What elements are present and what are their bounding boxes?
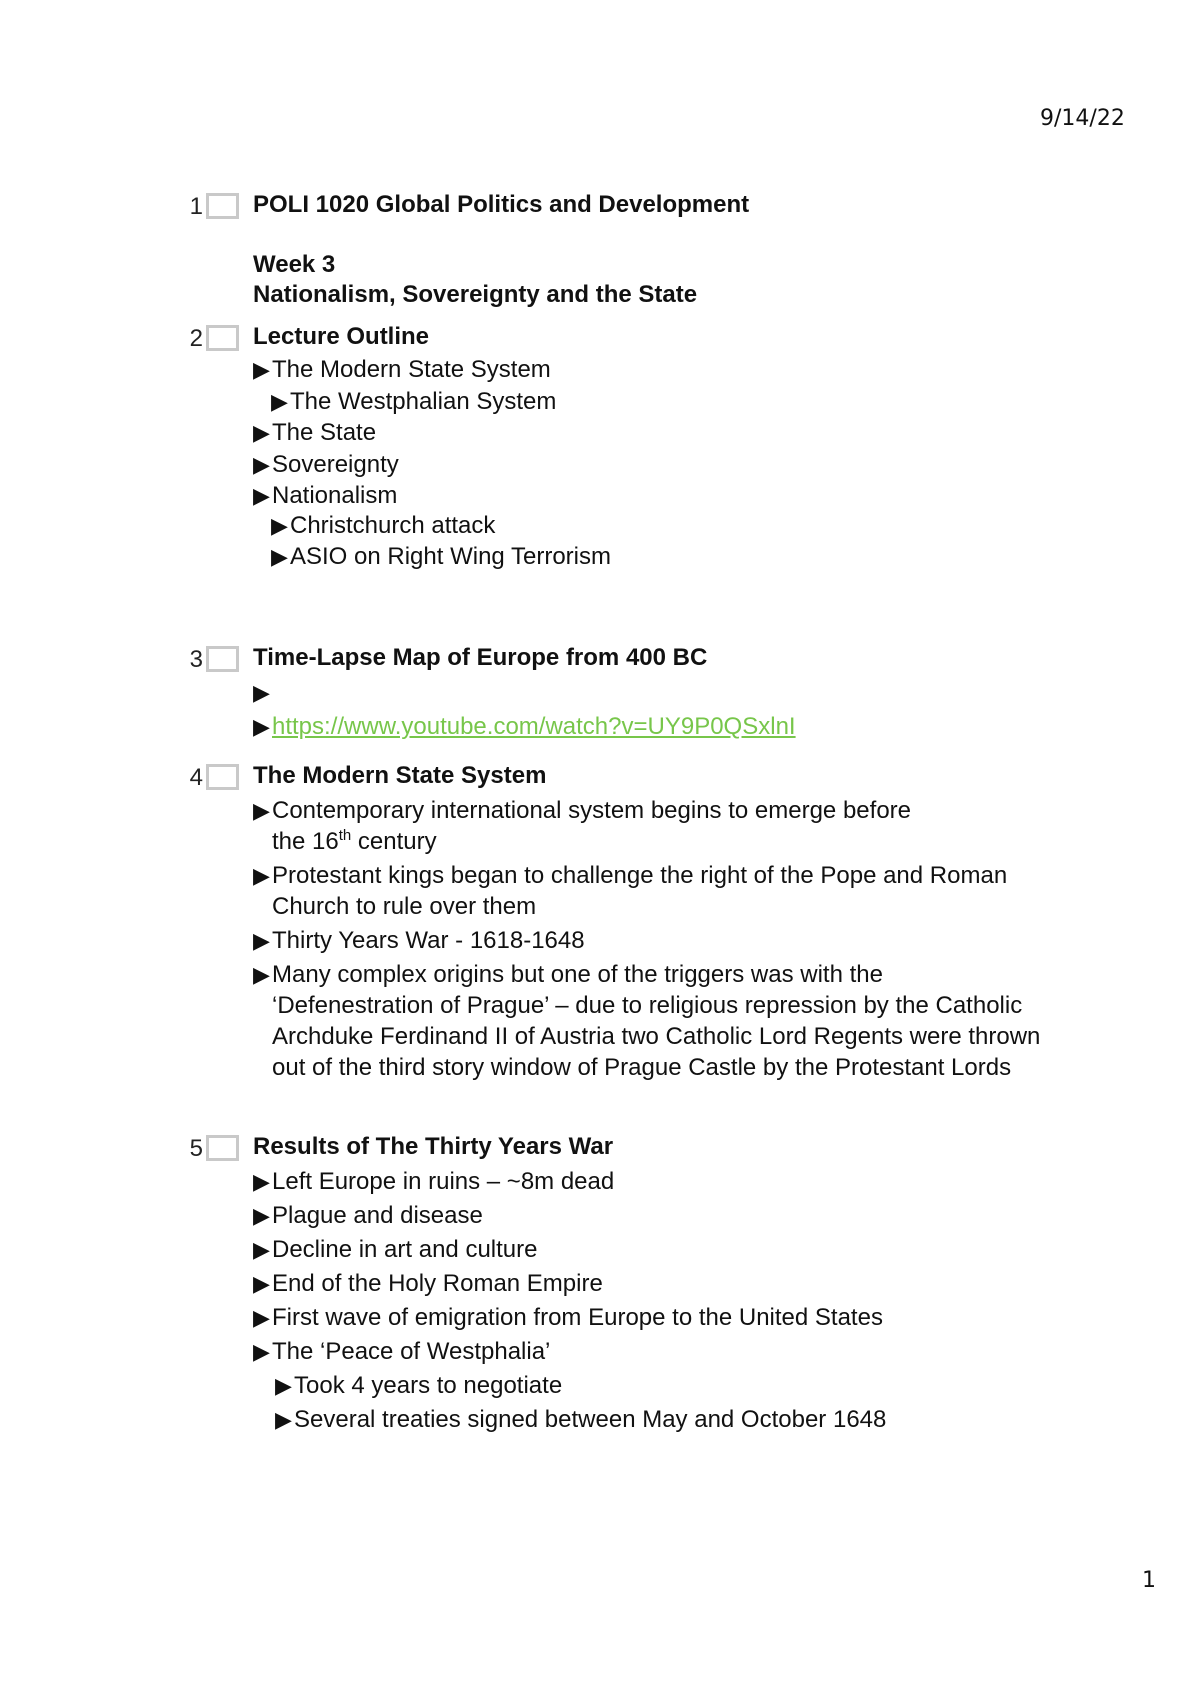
bullet: ▶ End of the Holy Roman Empire (253, 1270, 603, 1297)
slide-content (253, 190, 1053, 310)
bullet: ▶ First wave of emigration from Europe to the United States (253, 1304, 883, 1331)
bullet: ▶ The Modern State System (253, 356, 551, 383)
bullet-arrow-icon: ▶ (253, 928, 270, 953)
bullet-arrow-icon: ▶ (253, 798, 270, 823)
bullet-arrow-icon: ▶ (271, 389, 288, 414)
bullet-arrow-icon: ▶ (253, 420, 270, 445)
slide-thumbnail[interactable] (206, 764, 239, 790)
bullet: ▶ Protestant kings began to challenge the right of the Pope and Roman Church to rule over them (253, 862, 1008, 920)
slide-title: The Modern State System (253, 762, 547, 789)
slide-number: 4 (189, 764, 203, 791)
bullet: ▶ Plague and disease (253, 1202, 483, 1229)
bullet-arrow-icon: ▶ (271, 513, 288, 538)
bullet (253, 677, 1053, 708)
bullet: ▶ Nationalism (253, 482, 398, 509)
slide-number: 5 (189, 1135, 203, 1162)
slide-title: Lecture Outline (253, 323, 430, 350)
slide-number: 1 (189, 193, 203, 220)
slide-title: Time-Lapse Map of Europe from 400 BC (253, 644, 708, 671)
bullet: ▶ Decline in art and culture (253, 1236, 538, 1263)
bullet-arrow-icon: ▶ (253, 357, 270, 382)
bullet: ▶ Many complex origins but one of the triggers was with the ‘Defenestration of Prague’ – due to religious repression by the Catholic Archduke Ferdinand II of Austria two Catholic Lord Regents were thrown out of the third story window of Prague Castle by the Protestant Lords (253, 961, 1041, 1081)
bullet-arrow-icon: ▶ (253, 714, 270, 739)
bullet-arrow-icon: ▶ (271, 544, 288, 569)
page-number: 1 (1142, 1568, 1156, 1593)
document-date: 9/14/22 (1040, 106, 1125, 131)
bullet-arrow-icon: ▶ (253, 1305, 270, 1330)
bullet: ▶ The ‘Peace of Westphalia’ (253, 1338, 551, 1365)
bullet-arrow-icon: ▶ (253, 1203, 270, 1228)
bullet (253, 711, 1053, 742)
slide-subtitle-topic: Nationalism, Sovereignty and the State (253, 281, 698, 308)
bullet-arrow-icon: ▶ (253, 483, 270, 508)
bullet: ▶ ASIO on Right Wing Terrorism (271, 543, 611, 570)
bullet-arrow-icon: ▶ (253, 1237, 270, 1262)
bullet: ▶ Christchurch attack (271, 512, 496, 539)
bullet: ▶ Thirty Years War - 1618-1648 (253, 927, 585, 954)
slide-content (253, 643, 1053, 745)
slide-content (253, 761, 1053, 1086)
bullet-arrow-icon: ▶ (253, 452, 270, 477)
bullet-arrow-icon: ▶ (253, 863, 270, 888)
slide-thumbnail[interactable] (206, 646, 239, 672)
slide-thumbnail[interactable] (206, 193, 239, 219)
slide-content (253, 322, 1053, 575)
bullet: ▶ Sovereignty (253, 451, 399, 478)
slide-number: 2 (189, 325, 203, 352)
bullet: ▶ The Westphalian System (271, 388, 557, 415)
slide-title: POLI 1020 Global Politics and Development (253, 191, 750, 218)
bullet-arrow-icon: ▶ (253, 962, 270, 987)
slide-title: Results of The Thirty Years War (253, 1133, 614, 1160)
bullet: ▶ The State (253, 419, 377, 446)
slide-thumbnail[interactable] (206, 325, 239, 351)
bullet-arrow-icon: ▶ (275, 1373, 292, 1398)
slide-subtitle-week: Week 3 (253, 251, 336, 278)
bullet-arrow-icon: ▶ (253, 1271, 270, 1296)
bullet: ▶ Took 4 years to negotiate (275, 1372, 563, 1399)
bullet: ▶ Contemporary international system begins to emerge before the 16th century (253, 797, 911, 855)
bullet-arrow-icon: ▶ (275, 1407, 292, 1432)
slide-content (253, 1132, 1053, 1438)
slide-number: 3 (189, 646, 203, 673)
bullet: ▶ Left Europe in ruins – ~8m dead (253, 1168, 615, 1195)
bullet-arrow-icon: ▶ (253, 680, 270, 705)
bullet-arrow-icon: ▶ (253, 1169, 270, 1194)
video-link[interactable]: https://www.youtube.com/watch?v=UY9P0QSxlnI (272, 713, 796, 740)
bullet-arrow-icon: ▶ (253, 1339, 270, 1364)
slide-thumbnail[interactable] (206, 1135, 239, 1161)
bullet: ▶ Several treaties signed between May and October 1648 (275, 1406, 887, 1433)
